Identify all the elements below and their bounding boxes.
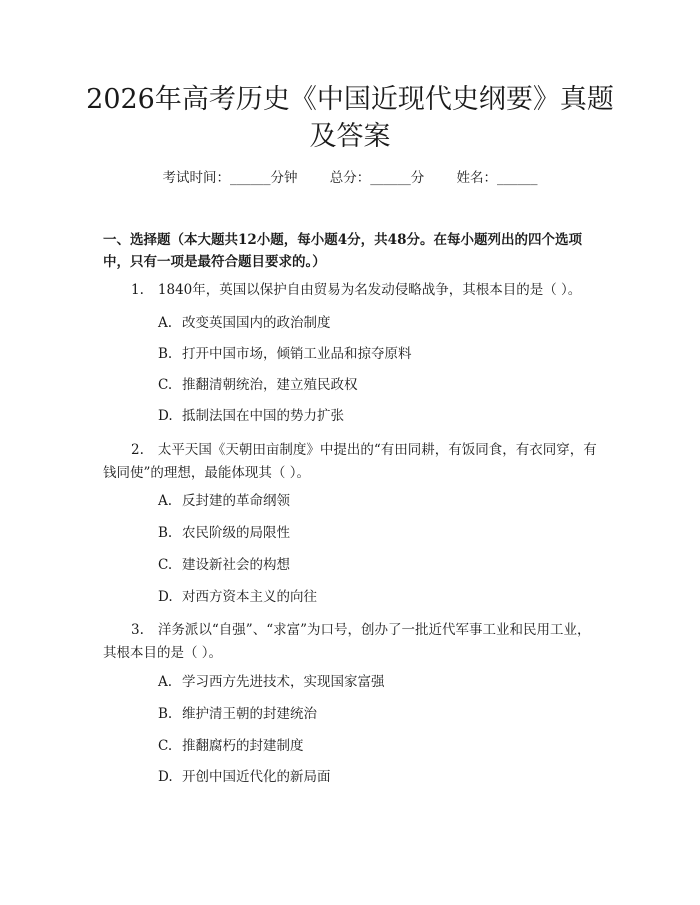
option-letter: B. xyxy=(158,706,173,722)
option-text: 开创中国近代化的新局面 xyxy=(182,769,331,785)
option-text: 抵制法国在中国的势力扩张 xyxy=(182,408,344,424)
option-letter: A. xyxy=(158,493,173,509)
question-2-option-a xyxy=(158,491,290,511)
page-title-continued: 及答案 xyxy=(309,121,391,152)
question-3-option-a xyxy=(158,672,385,692)
option-letter: A. xyxy=(158,315,173,331)
option-letter: C. xyxy=(158,738,173,754)
option-text: 推翻清朝统治，建立殖民政权 xyxy=(182,377,358,393)
option-text: 改变英国国内的政治制度 xyxy=(182,315,331,331)
question-1-option-a xyxy=(158,313,331,333)
question-3-option-b xyxy=(158,704,317,724)
option-text: 学习西方先进技术，实现国家富强 xyxy=(182,674,385,690)
question-1-option-c xyxy=(158,375,358,395)
option-text: 对西方资本主义的向往 xyxy=(182,589,317,605)
option-letter: C. xyxy=(158,377,173,393)
option-text: 打开中国市场，倾销工业品和掠夺原料 xyxy=(182,346,412,362)
question-number: 3. xyxy=(131,622,144,638)
option-letter: D. xyxy=(158,769,173,785)
question-1 xyxy=(103,279,599,302)
question-3-option-c xyxy=(158,736,304,756)
exam-info-line xyxy=(0,168,700,188)
question-text: 太平天国《天朝田亩制度》中提出的“有田同耕，有饭同食，有衣同穿，有钱同使”的理想，最能体现其（ ）。 xyxy=(103,442,597,481)
option-text: 反封建的革命纲领 xyxy=(182,493,290,509)
question-1-option-d xyxy=(158,406,344,426)
option-text: 农民阶级的局限性 xyxy=(182,525,290,541)
option-text: 建设新社会的构想 xyxy=(182,557,290,573)
section-heading: 一、选择题（本大题共12小题，每小题4分，共48分。在每小题列出的四个选项中，只有一项是最符合题目要求的。） xyxy=(103,232,582,270)
option-letter: C. xyxy=(158,557,173,573)
question-number: 1. xyxy=(131,282,144,298)
question-3-option-d xyxy=(158,767,331,787)
question-1-option-b xyxy=(158,344,412,364)
option-text: 推翻腐朽的封建制度 xyxy=(182,738,304,754)
name-field: 姓名：______ xyxy=(456,170,538,186)
question-2-option-d xyxy=(158,587,317,607)
question-text: 洋务派以“自强”、“求富”为口号，创办了一批近代军事工业和民用工业，其根本目的是（ ）。 xyxy=(103,622,591,661)
question-3 xyxy=(103,619,599,665)
option-letter: B. xyxy=(158,346,173,362)
option-text: 维护清王朝的封建统治 xyxy=(182,706,317,722)
option-letter: A. xyxy=(158,674,173,690)
option-letter: D. xyxy=(158,589,173,605)
option-letter: D. xyxy=(158,408,173,424)
question-2 xyxy=(103,439,599,485)
page-title: 2026年高考历史《中国近现代史纲要》真题 xyxy=(86,84,614,115)
question-2-option-c xyxy=(158,555,290,575)
exam-time-field: 考试时间：______分钟 xyxy=(162,170,298,186)
question-number: 2. xyxy=(131,442,144,458)
total-score-field: 总分：______分 xyxy=(329,170,425,186)
option-letter: B. xyxy=(158,525,173,541)
question-text: 1840年，英国以保护自由贸易为名发动侵略战争，其根本目的是（ ）。 xyxy=(157,282,582,298)
question-2-option-b xyxy=(158,523,290,543)
